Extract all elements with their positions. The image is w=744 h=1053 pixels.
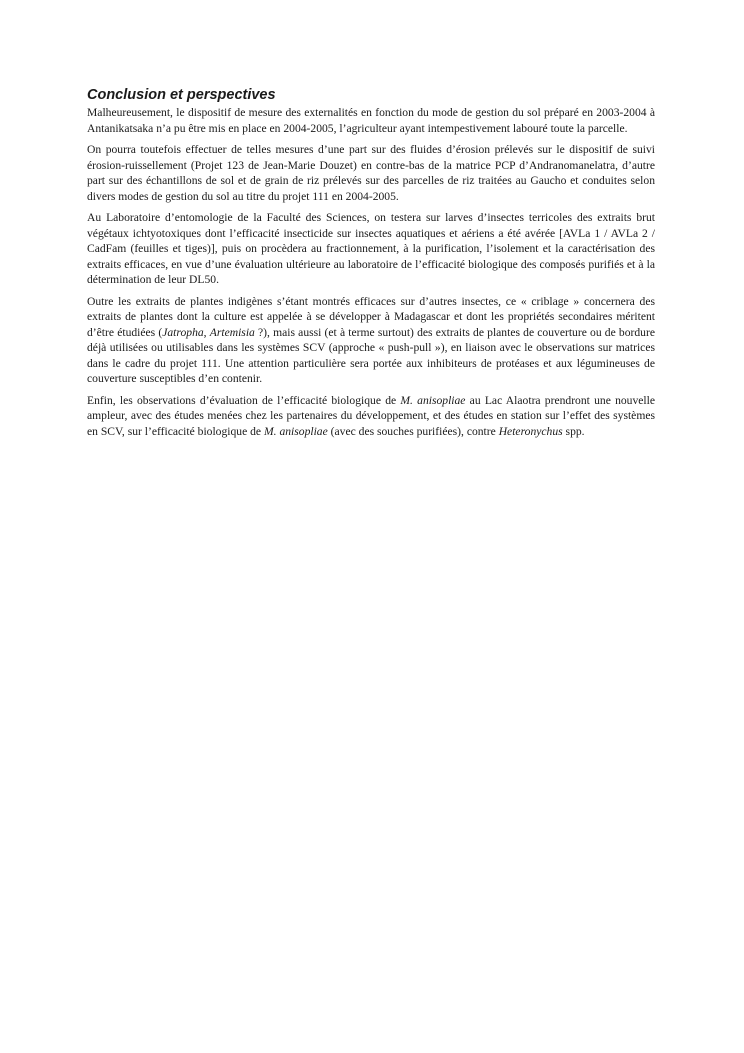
- paragraph-1: [87, 105, 655, 136]
- species-name: M. anisopliae: [400, 393, 466, 407]
- paragraph-text: Outre les extraits de plantes indigènes s’étant montrés efficaces sur d’autres insectes, ce « criblage » concernera des extraits de plantes dont la culture est appelée à se développer à Madagascar et dont les propriétés secondaires méritent d’être étudiées (: [87, 294, 655, 339]
- paragraph-text: (avec des souches purifiées), contre: [327, 424, 499, 438]
- section-heading: Conclusion et perspectives: [87, 87, 276, 103]
- paragraph-5: [87, 393, 655, 440]
- paragraph-2: [87, 142, 655, 204]
- paragraph-text: Au Laboratoire d’entomologie de la Faculté des Sciences, on testera sur larves d’insectes terricoles des extraits brut végétaux ichtyotoxiques dont l’efficacité insecticide sur insectes aquatiques et aériens a été avérée [AVLa 1 / AVLa 2 / CadFam (feuilles et tiges)], puis on procèdera au fractionnement, à la purification, l’isolement et la caractérisation des extraits efficaces, en vue d’une évaluation ultérieure au laboratoire de l’efficacité biologique des composés purifiés et à la détermination de leur DL50.: [87, 211, 655, 286]
- species-name: M. anisopliae: [263, 424, 328, 438]
- document-page: [87, 86, 655, 445]
- paragraph-4: [87, 294, 655, 387]
- paragraph-3: [87, 210, 655, 288]
- paragraph-text: au Lac Alaotra prendront une nouvelle ampleur, avec des études menées chez les partenaires du développement, et des études en station sur l’effet des systèmes en SCV, sur l’efficacité biologique de: [87, 393, 655, 438]
- paragraph-text: Enfin, les observations d’évaluation de l’efficacité biologique de: [87, 393, 401, 407]
- paragraph-text: On pourra toutefois effectuer de telles mesures d’une part sur des fluides d’érosion prélevés sur le dispositif de suivi érosion-ruissellement (Projet 123 de Jean-Marie Douzet) en contre-bas de la matrice PCP d’Andranomanelatra, d’autre part sur des échantillons de sol et de grain de riz prélevés sur des parcelles de riz traitées au Gaucho et conduites selon divers modes de gestion du sol au titre du projet 111 en 2004-2005.: [87, 143, 655, 203]
- species-name: Artemisia: [209, 325, 255, 339]
- species-name: Heteronychus: [498, 424, 563, 438]
- paragraph-text: Malheureusement, le dispositif de mesure des externalités en fonction du mode de gestion du sol préparé en 2003-2004 à Antanikatsaka n’a pu être mis en place en 2004-2005, l’agriculteur ayant intempestivement labouré toute la parcelle.: [87, 106, 655, 135]
- species-name: Jatropha: [162, 325, 204, 339]
- paragraph-text: spp.: [562, 424, 585, 438]
- paragraph-text: ,: [203, 325, 210, 339]
- paragraph-text: ?), mais aussi (et à terme surtout) des extraits de plantes de couverture ou de bordure déjà utilisées ou utilisables dans les systèmes SCV (approche « push-pull »), en liaison avec le observations sur matrices dans le cadre du projet 111. Une attention particulière sera portée aux inhibiteurs de protéases et aux légumineuses de couverture susceptibles d’en contenir.: [87, 325, 655, 385]
